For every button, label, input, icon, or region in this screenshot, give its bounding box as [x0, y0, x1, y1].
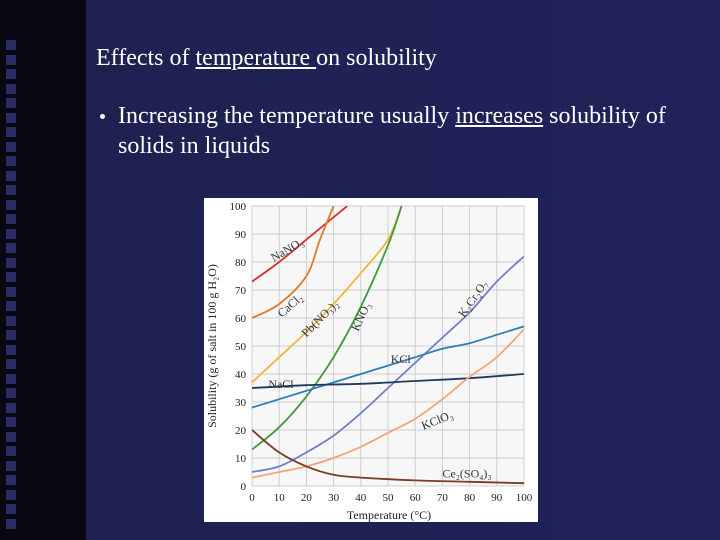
decorative-square — [6, 98, 16, 108]
bullet-text-start: Increasing the temperature usually — [118, 103, 456, 129]
decorative-square — [6, 127, 16, 137]
decorative-square — [6, 330, 16, 340]
slide-title — [96, 45, 437, 72]
decorative-square — [6, 504, 16, 514]
solubility-chart-svg — [204, 198, 538, 522]
y-tick-label: 30 — [235, 397, 246, 409]
x-tick-label: 30 — [328, 492, 340, 504]
bullet-text-end: solubility of solids in liquids — [118, 103, 666, 159]
decorative-square — [6, 243, 16, 253]
decorative-side-strip — [0, 0, 86, 540]
decorative-square — [6, 359, 16, 369]
decorative-square — [6, 214, 16, 224]
x-tick-label: 70 — [436, 492, 448, 504]
decorative-square — [6, 185, 16, 195]
bullet-text — [118, 101, 678, 161]
decorative-square — [6, 287, 16, 297]
x-axis-label: Temperature (°C) — [346, 508, 432, 522]
series-label: NaNO₃ — [268, 234, 307, 265]
decorative-square — [6, 40, 16, 50]
decorative-square — [6, 446, 16, 456]
decorative-square — [6, 490, 16, 500]
y-tick-label: 50 — [235, 341, 246, 353]
y-tick-label: 0 — [240, 481, 246, 493]
x-tick-label: 40 — [355, 492, 367, 504]
series-label: K₂Cr₂O₇ — [455, 277, 491, 320]
y-tick-label: 40 — [235, 369, 246, 381]
x-tick-label: 60 — [409, 492, 421, 504]
decorative-square — [6, 475, 16, 485]
y-axis-label: Solubility (g of salt in 100 g H₂O) — [205, 264, 219, 428]
decorative-square — [6, 519, 16, 529]
decorative-square — [6, 272, 16, 282]
x-tick-label: 0 — [249, 492, 255, 504]
series-label: KCl — [390, 351, 411, 366]
decorative-square — [6, 142, 16, 152]
decorative-square — [6, 388, 16, 398]
decorative-square — [6, 84, 16, 94]
y-tick-label: 70 — [235, 285, 246, 297]
x-tick-label: 50 — [382, 492, 394, 504]
decorative-square — [6, 229, 16, 239]
decorative-square — [6, 258, 16, 268]
series-label: KClO₃ — [419, 407, 455, 433]
decorative-square — [6, 432, 16, 442]
decorative-square — [6, 374, 16, 384]
x-tick-label: 20 — [300, 492, 312, 504]
bullet-underlined-word: increases — [455, 103, 544, 129]
x-tick-label: 90 — [491, 492, 503, 504]
decorative-square — [6, 403, 16, 413]
decorative-square — [6, 345, 16, 355]
y-tick-label: 10 — [235, 453, 246, 465]
solubility-chart — [204, 198, 538, 522]
y-tick-label: 20 — [235, 425, 246, 437]
decorative-square — [6, 171, 16, 181]
decorative-square — [6, 69, 16, 79]
x-tick-label: 10 — [273, 492, 285, 504]
decorative-square — [6, 113, 16, 123]
decorative-square — [6, 301, 16, 311]
series-label: KNO₃ — [348, 299, 374, 334]
y-tick-label: 90 — [235, 229, 246, 241]
title-text-start: Effects of — [96, 45, 196, 71]
title-underlined-word: temperature — [195, 45, 317, 71]
decorative-square — [6, 316, 16, 326]
series-label: NaCl — [268, 377, 294, 391]
series-label: Ce₂(SO₄)₃ — [442, 466, 492, 481]
decorative-square — [6, 200, 16, 210]
y-tick-label: 60 — [235, 313, 246, 325]
series-label: CaCl₂ — [274, 290, 306, 321]
title-text-end: on solubility — [316, 45, 437, 71]
x-tick-label: 100 — [515, 492, 533, 504]
y-tick-label: 100 — [229, 201, 246, 213]
bullet-icon — [100, 114, 105, 119]
decorative-square — [6, 461, 16, 471]
x-tick-label: 80 — [464, 492, 476, 504]
decorative-square — [6, 417, 16, 427]
series-label: Pb(NO₃)₂ — [298, 297, 342, 340]
decorative-square — [6, 55, 16, 65]
y-tick-label: 80 — [235, 257, 246, 269]
decorative-square — [6, 156, 16, 166]
